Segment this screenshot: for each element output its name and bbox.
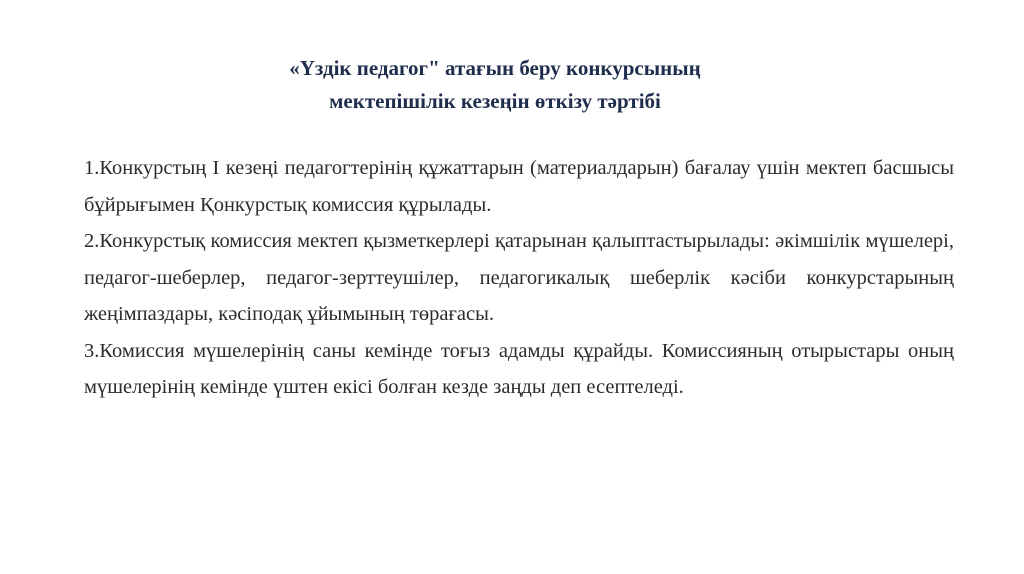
body-text — [84, 150, 954, 406]
title-line-1: «Үздік педагог" атағын беру конкурсының — [289, 56, 701, 80]
paragraph-1: 1.Конкурстың І кезеңі педагогтерінің құжаттарын (материалдарын) бағалау үшін мектеп басшысы бұйрығымен Қонкурстық комиссия құрылады. — [84, 157, 954, 216]
slide-title — [100, 52, 890, 118]
paragraph-2: 2.Конкурстық комиссия мектеп қызметкерлері қатарынан қалыптастырылады: әкімшілік мүшелері, педагог-шеберлер, педагог-зерттеушілер, педагогикалық шеберлік кәсіби конкурстарының жеңімпаздары, кәсіподақ ұйымының төрағасы. — [84, 230, 954, 325]
title-line-2: мектепішілік кезеңін өткізу тәртібі — [329, 89, 661, 113]
paragraph-3: 3.Комиссия мүшелерінің саны кемінде тоғыз адамды құрайды. Комиссияның отырыстары оның мүшелерінің кемінде үштен екісі болған кезде заңды деп есептеледі. — [84, 339, 954, 398]
